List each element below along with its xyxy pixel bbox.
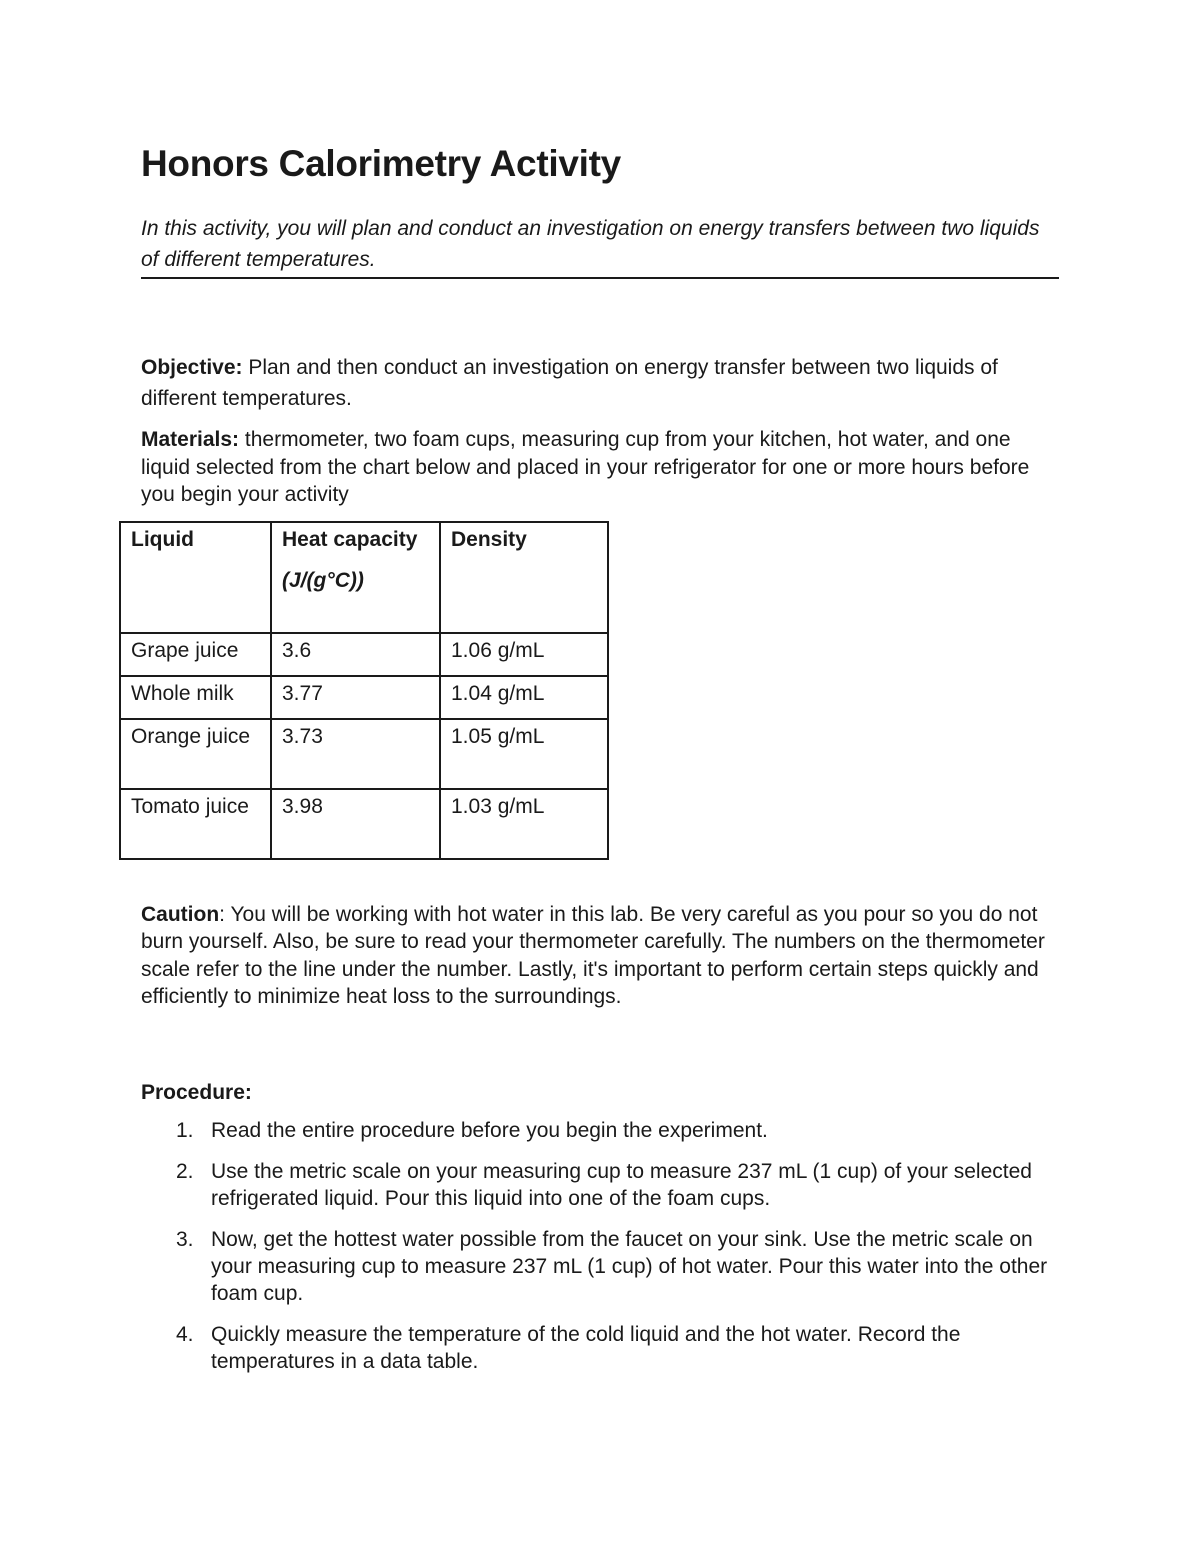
cell-heat-capacity: 3.73: [271, 719, 440, 789]
procedure-label: Procedure:: [141, 1080, 252, 1104]
objective-text: Plan and then conduct an investigation on energy transfer between two liquids of different temperatures.: [141, 356, 998, 410]
caution-paragraph: [141, 901, 1059, 1011]
list-item: [141, 1226, 1059, 1307]
intro-paragraph: In this activity, you will plan and conduct an investigation on energy transfers between two liquids of different temperatures.: [141, 213, 1059, 279]
materials-text: thermometer, two foam cups, measuring cup from your kitchen, hot water, and one liquid selected from the chart below and placed in your refrigerator for one or more hours before you begin your activity: [141, 428, 1030, 506]
table-row: [120, 676, 608, 719]
cell-density: 1.04 g/mL: [440, 676, 608, 719]
header-heat-capacity-unit: (J/(g°C)): [282, 568, 364, 592]
cell-liquid: Whole milk: [120, 676, 271, 719]
step-number: 3.: [176, 1228, 194, 1251]
list-item: [141, 1117, 1059, 1144]
caution-label: Caution: [141, 902, 220, 926]
objective-paragraph: [141, 352, 1059, 414]
cell-density: 1.06 g/mL: [440, 633, 608, 676]
header-heat-capacity-label: Heat capacity: [282, 527, 418, 551]
header-liquid: Liquid: [120, 522, 271, 633]
materials-paragraph: [141, 426, 1059, 509]
step-text: Read the entire procedure before you begin the experiment.: [211, 1119, 768, 1142]
caution-text: : You will be working with hot water in this lab. Be very careful as you pour so you do not burn yourself. Also, be sure to read your thermometer carefully. The numbers on the thermometer scale refer to the line under the number. Lastly, it's important to perform certain steps quickly and efficiently to minimize heat loss to the surroundings.: [141, 902, 1045, 1008]
step-number: 1.: [176, 1119, 194, 1142]
table-row: [120, 789, 608, 859]
table-row: [120, 719, 608, 789]
header-heat-capacity: [271, 522, 440, 633]
cell-density: 1.03 g/mL: [440, 789, 608, 859]
list-item: [141, 1158, 1059, 1212]
step-text: Use the metric scale on your measuring cup to measure 237 mL (1 cup) of your selected refrigerated liquid. Pour this liquid into one of the foam cups.: [211, 1160, 1032, 1210]
materials-label: Materials:: [141, 428, 240, 451]
cell-liquid: Tomato juice: [120, 789, 271, 859]
procedure-heading: [141, 1079, 1059, 1107]
liquids-table: [119, 521, 609, 860]
step-text: Now, get the hottest water possible from the faucet on your sink. Use the metric scale on your measuring cup to measure 237 mL (1 cup) of hot water. Pour this water into the other foam cup.: [211, 1228, 1048, 1305]
cell-heat-capacity: 3.6: [271, 633, 440, 676]
step-number: 2.: [176, 1160, 194, 1183]
cell-liquid: Grape juice: [120, 633, 271, 676]
cell-heat-capacity: 3.77: [271, 676, 440, 719]
cell-liquid: Orange juice: [120, 719, 271, 789]
page-title: Honors Calorimetry Activity: [141, 143, 621, 184]
cell-heat-capacity: 3.98: [271, 789, 440, 859]
procedure-steps: [141, 1117, 1059, 1375]
list-item: [141, 1321, 1059, 1375]
table-row: [120, 633, 608, 676]
step-number: 4.: [176, 1323, 194, 1346]
document-page: [131, 140, 1059, 1389]
cell-density: 1.05 g/mL: [440, 719, 608, 789]
objective-label: Objective:: [141, 356, 243, 379]
step-text: Quickly measure the temperature of the cold liquid and the hot water. Record the temperatures in a data table.: [211, 1323, 961, 1373]
header-density: Density: [440, 522, 608, 633]
table-header-row: [120, 522, 608, 633]
